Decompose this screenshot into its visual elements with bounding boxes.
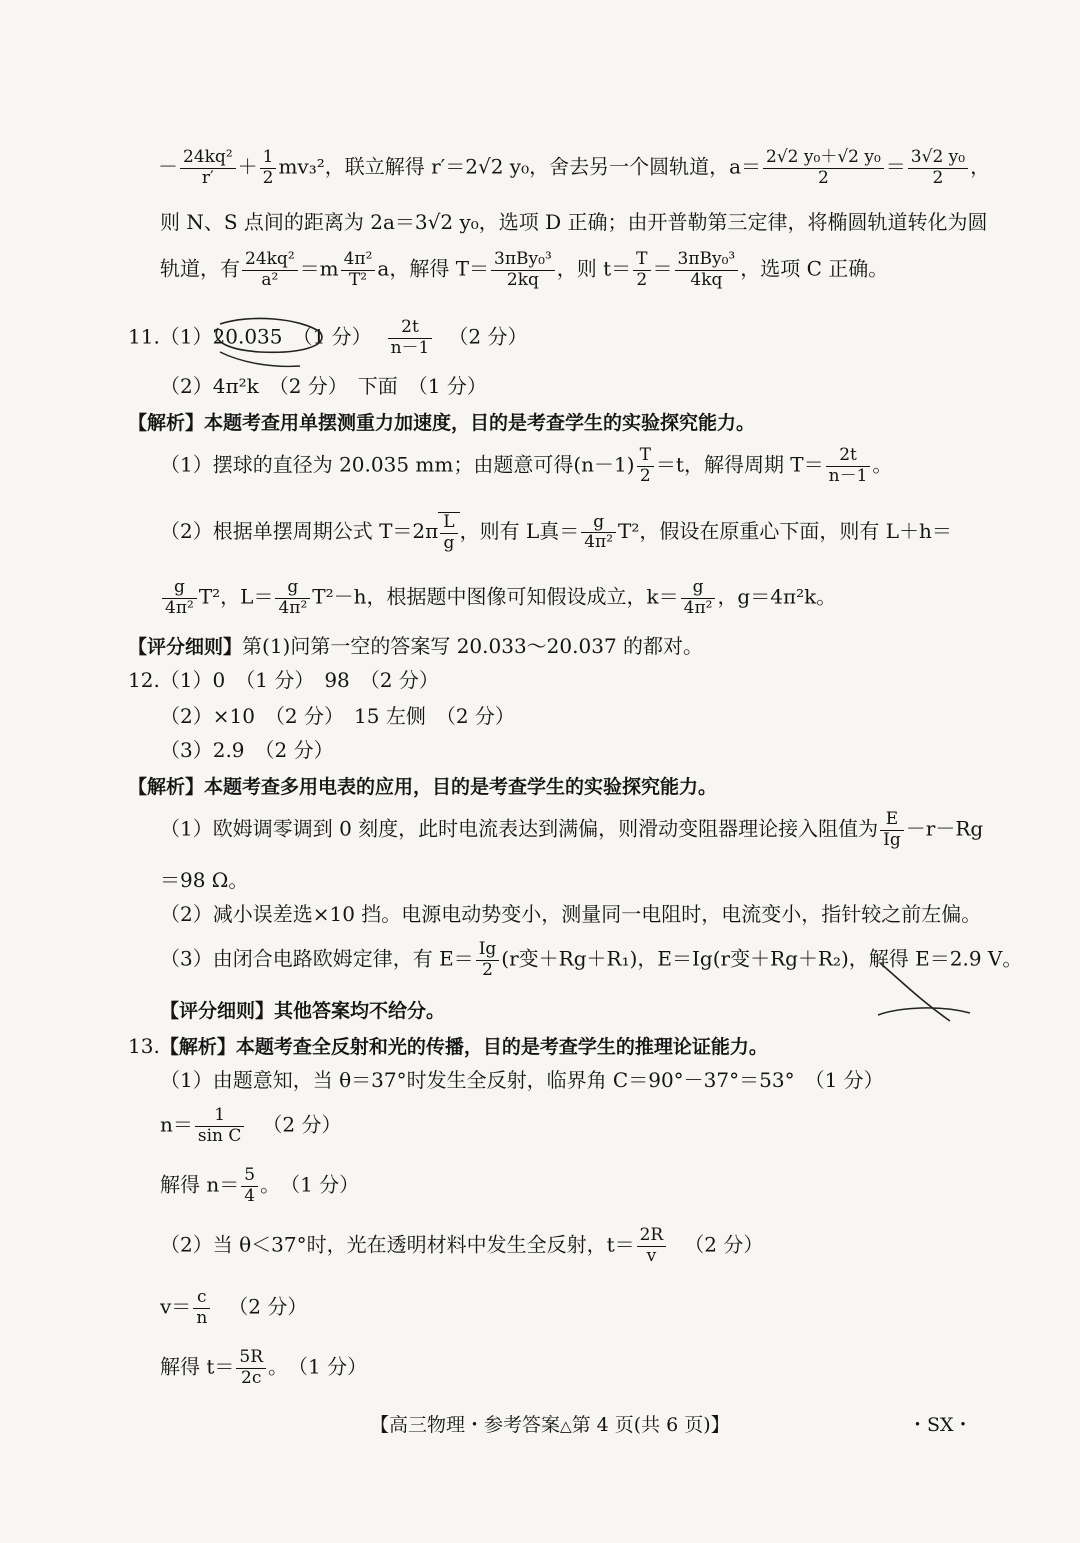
fraction: $\frac{c}{n}$ [193,1288,210,1328]
page-footer-code: ・SX・ [908,1414,973,1436]
q13-p2: n＝ $\frac{1}{\text{sin C}}$ （2 分） [160,1105,342,1146]
fraction: $\frac{2t}{n-1}$ [826,446,871,486]
q13-p1: （1）由题意知，当 θ＝37°时发生全反射，临界角 C＝90°－37°＝53° （1 分） [160,1068,884,1092]
q11-grading: 【评分细则】第(1)问第一空的答案写 20.033～20.037 的都对。 [128,634,704,658]
fraction: $\frac{g}{\text{4π²}}$ [681,578,716,618]
q13-p6: 解得 t＝ $\frac{5R}{2c}$ 。 （1 分） [160,1347,368,1388]
fraction: $\frac{2R}{v}$ [637,1226,667,1266]
q13-p3: 解得 n＝ $\frac{5}{4}$ 。 （1 分） [160,1165,360,1206]
q12-analysis-p3: （3）由闭合电路欧姆定律，有 E＝ $\frac{Ig}{2}$ (r变＋Rg＋R₁)，E＝Ig(r变＋Rg＋R₂)，解得 E＝2.9 V。 [160,939,1023,980]
q12-analysis-p1: （1）欧姆调零调到 0 刻度，此时电流表达到满偏，则滑动变阻器理论接入阻值为 $\frac{E}{Ig}$ －r－Rg [160,809,984,850]
fraction: $\frac{\text{3πBy₀³}}{4kq}$ [675,250,739,290]
q10-line-2: 则 N、S 点间的距离为 2a＝3√2 y₀，选项 D 正确；由开普勒第三定律，将椭圆轨道转化为圆 [160,210,988,234]
fraction: $\frac{\text{2√2 y₀＋√2 y₀}}{2}$ [763,148,884,188]
fraction: $\frac{L}{g}$ [440,513,457,553]
q11-answer-2: （2）4π²k （2 分） 下面 （1 分） [160,374,487,398]
q13-analysis-head: 13.【解析】本题考查全反射和光的传播，目的是考查学生的推理论证能力。 [128,1034,768,1058]
q12-answer-1: 12.（1）0 （1 分） 98 （2 分） [128,668,439,692]
q11-analysis-head: 【解析】本题考查用单摆测重力加速度，目的是考查学生的实验探究能力。 [128,412,756,434]
q12-analysis-p2: （2）减小误差选×10 挡。电源电动势变小，测量同一电阻时，电流变小，指针较之前左偏。 [160,902,982,926]
fraction: $\frac{\text{24kq²}}{\text{a²}}$ [242,250,298,290]
fraction: $\frac{g}{\text{4π²}}$ [275,578,310,618]
fraction: $\frac{g}{\text{4π²}}$ [162,578,197,618]
fraction: $\frac{E}{Ig}$ [880,810,904,850]
q11-analysis-p2: （2）根据单摆周期公式 T＝2π $\frac{L}{g}$ ，则有 L真＝ $\frac{g}{\text{4π²}}$ T²，假设在原重心下面，则有 L＋h＝ [160,511,952,553]
page-footer: 【高三物理・参考答案△第 4 页(共 6 页)】 [370,1414,730,1436]
q11-analysis-p1: （1）摆球的直径为 20.035 mm；由题意可得(n－1) $\frac{T}{2}$ ＝t，解得周期 T＝ $\frac{2t}{n-1}$ 。 [160,445,893,486]
fraction: $\frac{\text{3πBy₀³}}{2kq}$ [491,250,555,290]
q12-grading: 【评分细则】其他答案均不给分。 [160,1000,446,1022]
fraction: $\frac{T}{2}$ [633,250,650,290]
fraction: $\frac{5}{4}$ [241,1166,258,1206]
q11-analysis-p3: $\frac{g}{\text{4π²}}$ T²，L＝ $\frac{g}{\text{4π²}}$ T²－h，根据题中图像可知假设成立，k＝ $\frac{g}{\text{4π²}}$ ，g＝4π²k。 [160,578,836,618]
sqrt-bar [438,512,459,553]
q10-line-1: － $\frac{\text{24kq²}}{r'}$ ＋ $\frac{1}{2}$ mv₃²，联立解得 r′＝2√2 y₀，舍去另一个圆轨道，a＝ $\frac{\text{2√2 y₀＋√2 y₀}}{2}$ ＝ $\frac{\text{3√2 y₀}}{2}$ ， [158,147,991,188]
q12-answer-2: （2）×10 （2 分） 15 左侧 （2 分） [160,704,515,728]
fraction: $\frac{1}{\text{sin C}}$ [195,1106,245,1146]
fraction: $\frac{\text{24kq²}}{r'}$ [180,148,236,188]
q12-analysis-p1-cont: ＝98 Ω。 [160,868,249,892]
fraction: $\frac{\text{4π²}}{\text{T²}}$ [341,250,376,290]
fraction: $\frac{2t}{n-1}$ [388,318,433,358]
q10-line-3: 轨道，有 $\frac{\text{24kq²}}{\text{a²}}$ ＝m $\frac{\text{4π²}}{\text{T²}}$ a，解得 T＝ $\frac{\text{3πBy₀³}}{2kq}$ ，则 t＝ $\frac{T}{2}$ ＝ $\frac{\text{3πBy₀³}}{4kq}$ ，选项 C 正确。 [160,249,889,290]
fraction: $\frac{1}{2}$ [260,148,277,188]
fraction: $\frac{g}{\text{4π²}}$ [581,513,616,553]
q11-answer-1: 11.（1）20.035 （1 分） $\frac{2t}{n-1}$ （2 分） [128,317,528,358]
fraction: $\frac{\text{3√2 y₀}}{2}$ [908,148,968,188]
q12-analysis-head: 【解析】本题考查多用电表的应用，目的是考查学生的实验探究能力。 [128,776,718,798]
fraction: $\frac{Ig}{2}$ [476,940,500,980]
fraction: $\frac{5R}{2c}$ [236,1348,266,1388]
q13-p5: v＝ $\frac{c}{n}$ （2 分） [160,1287,308,1328]
fraction: $\frac{T}{2}$ [637,446,654,486]
q12-answer-3: （3）2.9 （2 分） [160,738,334,762]
q13-p4: （2）当 θ＜37°时，光在透明材料中发生全反射，t＝ $\frac{2R}{v}$ （2 分） [160,1225,764,1266]
